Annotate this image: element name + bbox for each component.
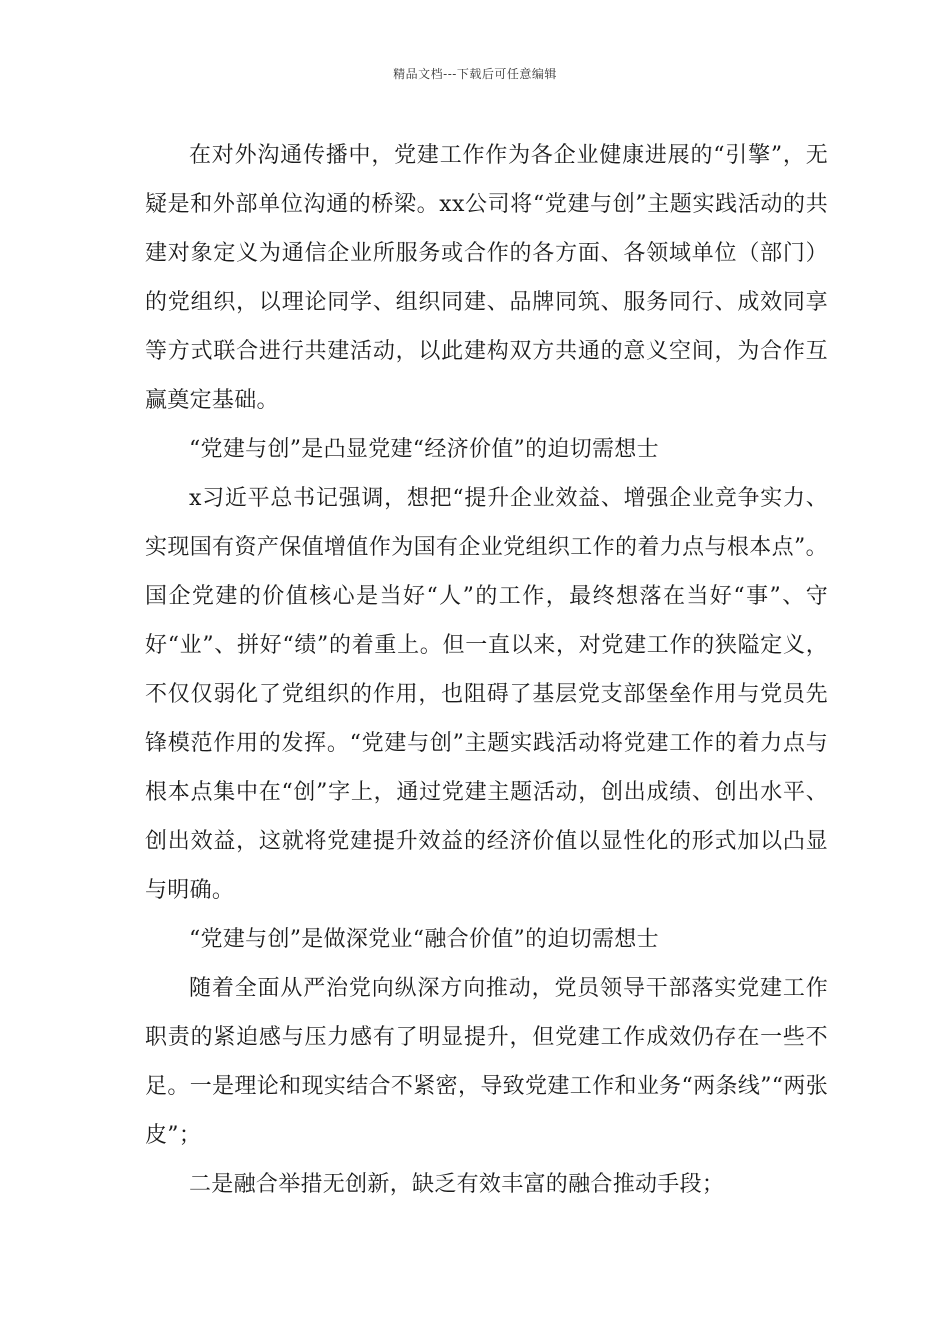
section-heading-2: “党建与创”是做深党业“融合价值”的迫切需想士 <box>189 927 659 952</box>
paragraph-1: 在对外沟通传播中，党建工作作为各企业健康进展的“引擎”，无疑是和外部单位沟通的桥梁。xx公司将“党建与创”主题实践活动的共建对象定义为通信企业所服务或合作的各方面、各领域单位（部门）的党组织，以理论同学、组织同建、品牌同筑、服务同行、成效同享等方式联合进行共建活动，以此建构双方共通的意义空间，为合作互赢奠定基础。 <box>145 143 828 413</box>
page-header: 精品文档---下载后可任意编辑 <box>393 67 557 81</box>
section-heading-1: “党建与创”是凸显党建“经济价值”的迫切需想士 <box>189 437 659 462</box>
paragraph-2: x习近平总书记强调，想把“提升企业效益、增强企业竞争实力、实现国有资产保值增值作为国有企业党组织工作的着力点与根本点”。国企党建的价值核心是当好“人”的工作，最终想落在当好“事”、守好“业”、拼好“绩”的着重上。但一直以来，对党建工作的狭隘定义，不仅仅弱化了党组织的作用，也阻碍了基层党支部堡垒作用与党员先锋模范作用的发挥。“党建与创”主题实践活动将党建工作的着力点与根本点集中在“创”字上，通过党建主题活动，创出成绩、创出水平、创出效益，这就将党建提升效益的经济价值以显性化的形式加以凸显与明确。 <box>145 486 828 903</box>
paragraph-3: 随着全面从严治党向纵深方向推动，党员领导干部落实党建工作职责的紧迫感与压力感有了明显提升，但党建工作成效仍存在一些不足。一是理论和现实结合不紧密，导致党建工作和业务“两条线”“两张皮”； <box>145 976 828 1148</box>
paragraph-4: 二是融合举措无创新，缺乏有效丰富的融合推动手段； <box>189 1172 725 1197</box>
document-body <box>145 131 828 1209</box>
